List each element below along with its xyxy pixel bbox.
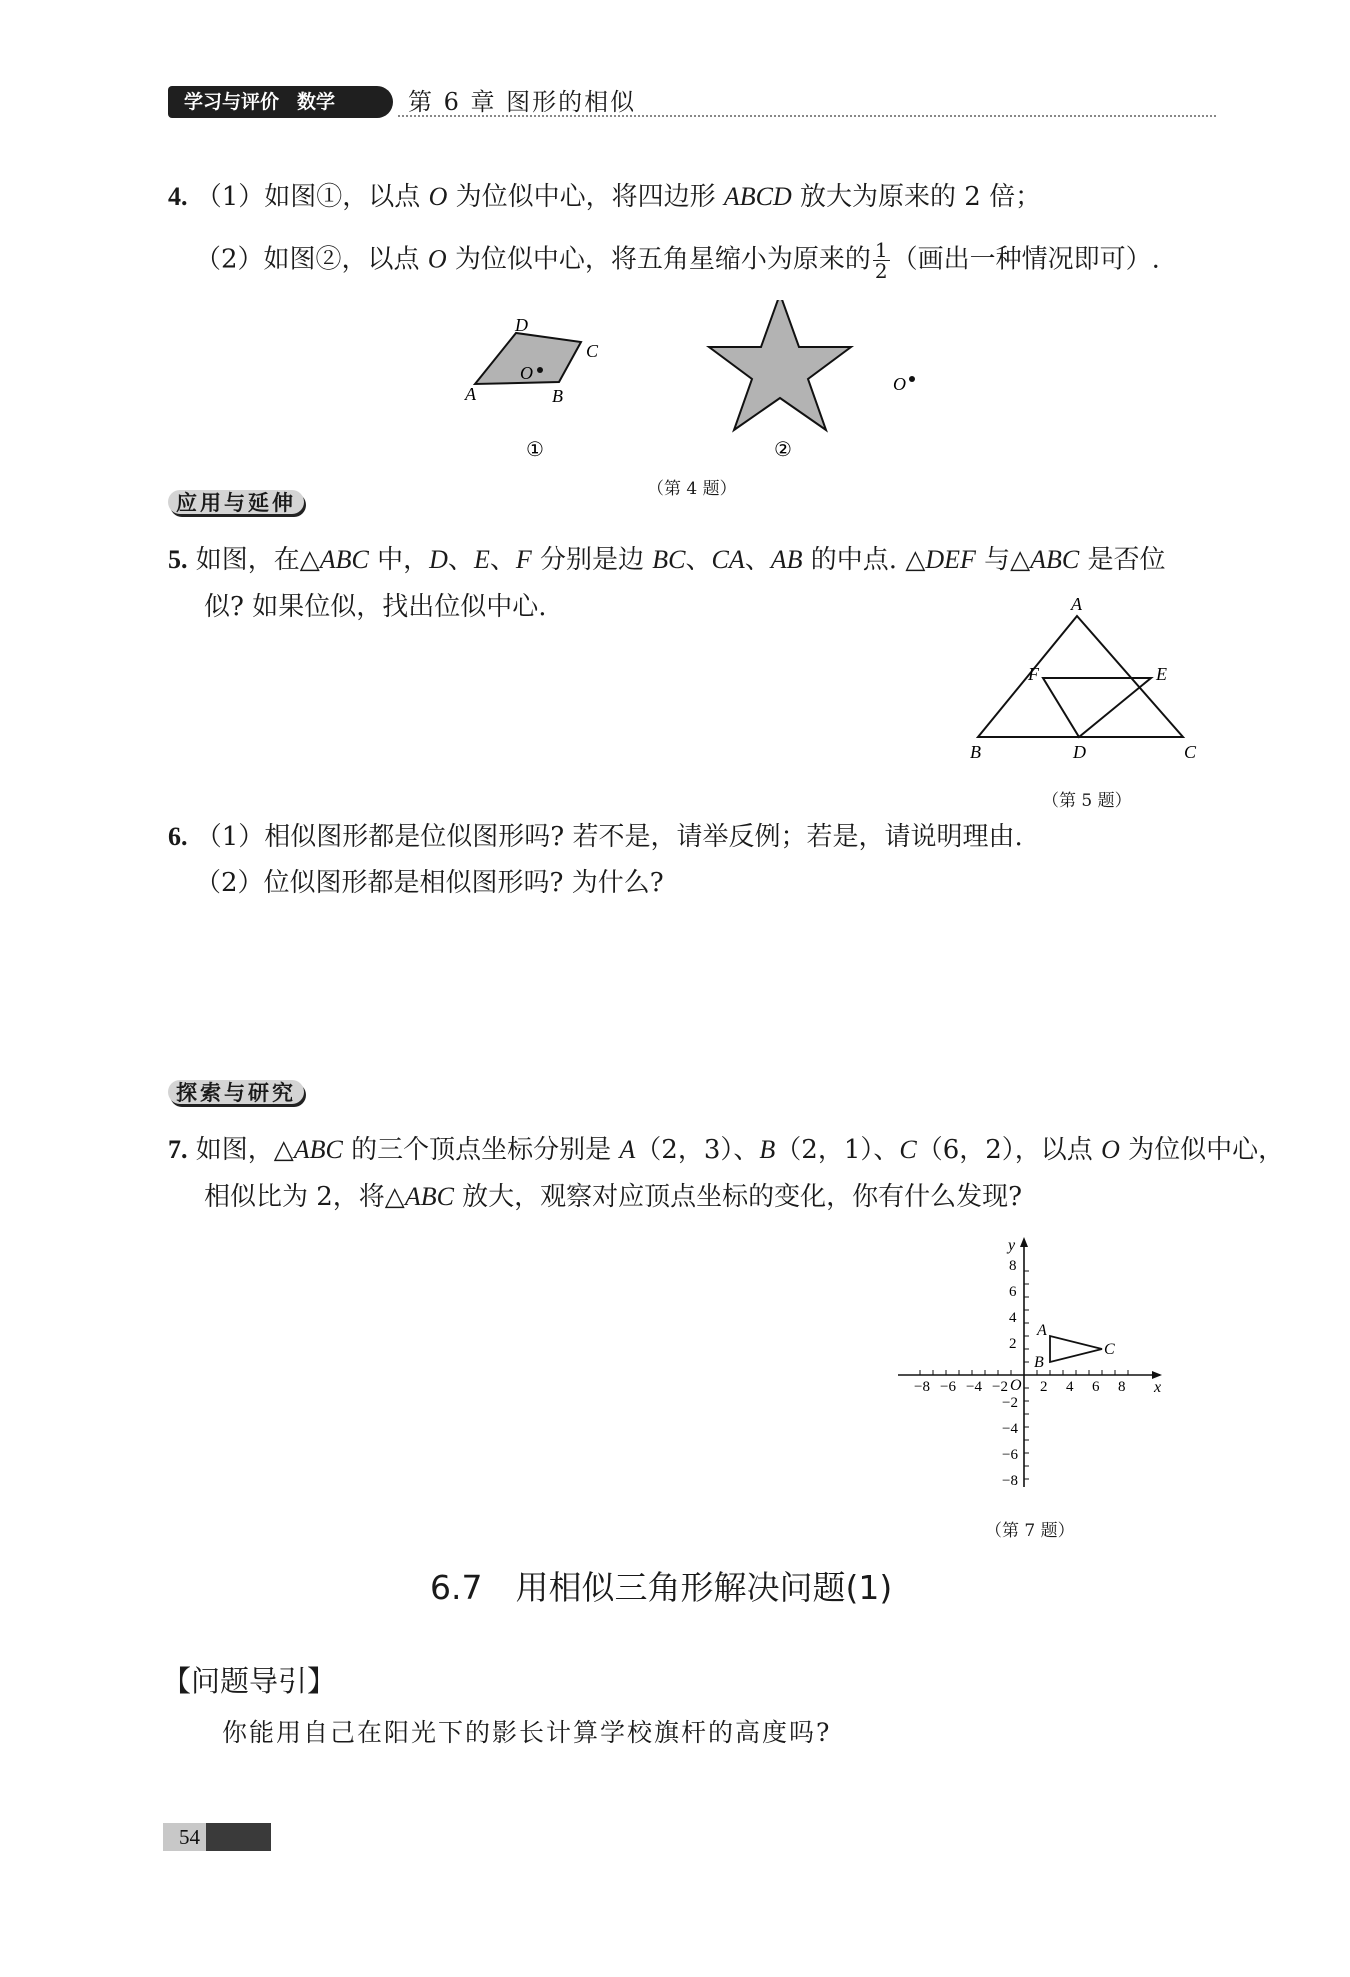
problem7-line2 (204, 1180, 1022, 1214)
problem4-line2 (195, 240, 1160, 281)
problem5-math: D (429, 545, 448, 574)
x-tick-label: 6 (1092, 1379, 1100, 1395)
problem5-math: CA (711, 545, 745, 574)
label-c-fig1: C (586, 341, 599, 361)
origin-label: O (1010, 1377, 1022, 1394)
problem4-line1 (168, 180, 1041, 214)
fraction-numerator: 1 (874, 238, 888, 262)
problem5-math: BC (652, 545, 686, 574)
problem7-text: （2，1）、 (775, 1135, 900, 1165)
y-axis-arrow (1020, 1237, 1028, 1247)
problem7-text: 的三个顶点坐标分别是 (342, 1135, 620, 1165)
x-tick-label: −8 (914, 1379, 930, 1395)
problem5-math: ABC (319, 545, 369, 574)
problem7-text: （6，2），以点 (916, 1135, 1102, 1165)
y-tick-labels-negative (1002, 1395, 1018, 1489)
problem5-text: 是否位 (1079, 545, 1166, 575)
x-tick-label: 4 (1066, 1379, 1074, 1395)
problem7-text: 相似比为 2，将△ (204, 1182, 405, 1212)
y-tick-label: −2 (1002, 1395, 1018, 1411)
problem5-text: 中， (368, 545, 430, 575)
page-number-bar (163, 1823, 271, 1851)
label-c-fig5: C (1184, 742, 1197, 762)
guide-question: 你能用自己在阳光下的影长计算学校旗杆的高度吗? (222, 1718, 832, 1747)
problem6-line2: （2）位似图形都是相似图形吗? 为什么? (195, 868, 664, 898)
problem5-text: 、 (447, 545, 474, 575)
x-axis-arrow (1152, 1371, 1162, 1379)
problem4-text: （画出一种情况即可）. (891, 244, 1160, 275)
problem5-math: DEF (925, 545, 976, 574)
problem7-math: O (1101, 1135, 1120, 1164)
problem5-math: E (473, 545, 490, 574)
point-c-label: C (1104, 1341, 1115, 1358)
problem7-text: 放大，观察对应顶点坐标的变化，你有什么发现? (453, 1182, 1023, 1212)
label-a-fig1: A (465, 384, 476, 404)
problem5-line2: 似? 如果位似，找出位似中心. (204, 592, 547, 622)
five-pointed-star (709, 300, 851, 430)
label-f-fig5: F (1028, 664, 1039, 684)
triangle-abc-plot (1050, 1336, 1102, 1362)
y-tick-label: 2 (1009, 1336, 1017, 1352)
label-b-fig1: B (552, 386, 563, 406)
header-badge (168, 86, 393, 118)
problem4-text: 为位似中心，将五角星缩小为原来的 (446, 244, 871, 275)
fig2-caption: ② (774, 439, 792, 461)
problem5-text: 、 (744, 545, 771, 575)
label-o-fig2: O (893, 374, 906, 394)
y-tick-label: −6 (1002, 1447, 1018, 1463)
fraction-one-half (873, 240, 890, 281)
problem4-text: （1）如图①，以点 (195, 182, 429, 212)
figure-4-caption: （第 4 题） (647, 479, 737, 499)
triangle-def (1043, 678, 1151, 737)
y-tick-label: −8 (1002, 1473, 1018, 1489)
problem7-text: （2，3）、 (635, 1135, 760, 1165)
problem7-text: 如图，△ (195, 1135, 294, 1165)
x-axis-label: x (1154, 1379, 1162, 1396)
problem5-text: 、 (489, 545, 516, 575)
label-d-fig5: D (1073, 742, 1086, 762)
problem5-line1 (168, 543, 1166, 577)
label-b-fig5: B (970, 742, 981, 762)
problem5-text: 分别是边 (531, 545, 653, 575)
guide-heading: 【问题导引】 (162, 1664, 337, 1698)
figure-5 (960, 590, 1210, 770)
y-tick-label: 4 (1009, 1310, 1017, 1326)
problem5-number: 5. (168, 545, 188, 574)
problem6-text: （1）相似图形都是位似图形吗? 若不是，请举反例；若是，请说明理由. (195, 822, 1023, 852)
problem5-text: 与△ (975, 545, 1031, 575)
x-tick-label: −2 (992, 1379, 1008, 1395)
page-number: 54 (179, 1825, 200, 1849)
figure-5-caption: （第 5 题） (1042, 791, 1132, 811)
problem6-number: 6. (168, 822, 188, 851)
figure-7-caption: （第 7 题） (985, 1521, 1075, 1541)
x-tick-labels-positive (1040, 1379, 1126, 1395)
problem4-number: 4. (168, 182, 188, 211)
y-axis-label: y (1008, 1237, 1016, 1254)
x-tick-label: −4 (966, 1379, 982, 1395)
problem6-line1 (168, 820, 1023, 854)
problem4-text: （2）如图②，以点 (195, 244, 428, 275)
problem7-math: ABC (293, 1135, 343, 1164)
problem7-line1 (168, 1133, 1284, 1167)
fig1-caption: ① (526, 439, 544, 461)
label-a-fig5: A (1071, 594, 1082, 614)
triangle-abc (978, 616, 1183, 737)
problem7-math: B (759, 1135, 776, 1164)
problem5-math: AB (770, 545, 803, 574)
header-chapter: 第 6 章 图形的相似 (408, 88, 637, 116)
problem4-math: O (427, 244, 447, 274)
problem5-text: 如图，在△ (195, 545, 320, 575)
problem5-math: ABC (1030, 545, 1080, 574)
header-book: 学习与评价 (184, 91, 280, 113)
problem7-text: 为位似中心， (1119, 1135, 1285, 1165)
header-subject: 数学 (297, 91, 336, 113)
problem7-math: A (619, 1135, 636, 1164)
problem5-text: 的中点. △ (802, 545, 926, 575)
point-o-fig1 (537, 367, 543, 373)
figure-7-coordinate-plane (890, 1232, 1170, 1492)
point-o-fig2 (909, 376, 915, 382)
figure-4 (450, 300, 950, 470)
y-tick-labels-positive (1009, 1258, 1017, 1352)
y-tick-label: −4 (1002, 1421, 1018, 1437)
problem7-math: ABC (404, 1182, 454, 1211)
problem4-text: 放大为原来的 2 倍； (791, 182, 1042, 212)
point-a-label: A (1037, 1322, 1047, 1339)
label-d-fig1: D (515, 315, 528, 335)
problem7-number: 7. (168, 1135, 188, 1164)
problem4-text: 为位似中心，将四边形 (447, 182, 724, 212)
x-tick-label: −6 (940, 1379, 956, 1395)
y-tick-label: 6 (1009, 1284, 1017, 1300)
section-apply-badge: 应用与延伸 (168, 490, 304, 514)
x-tick-labels-negative (914, 1379, 1008, 1395)
point-b-label: B (1034, 1354, 1044, 1371)
problem5-math: F (515, 545, 532, 574)
x-tick-label: 8 (1118, 1379, 1126, 1395)
x-tick-label: 2 (1040, 1379, 1048, 1395)
problem4-math: ABCD (723, 182, 792, 211)
problem5-text: 、 (685, 545, 712, 575)
label-e-fig5: E (1156, 664, 1167, 684)
y-tick-label: 8 (1009, 1258, 1017, 1274)
label-o-fig1: O (520, 363, 533, 383)
fraction-denominator: 2 (874, 259, 888, 283)
section-explore-badge: 探索与研究 (168, 1080, 304, 1104)
problem4-math: O (428, 182, 448, 211)
header-rule (398, 115, 1216, 117)
problem7-math: C (899, 1135, 917, 1164)
section-title: 6.7 用相似三角形解决问题(1) (430, 1568, 893, 1607)
